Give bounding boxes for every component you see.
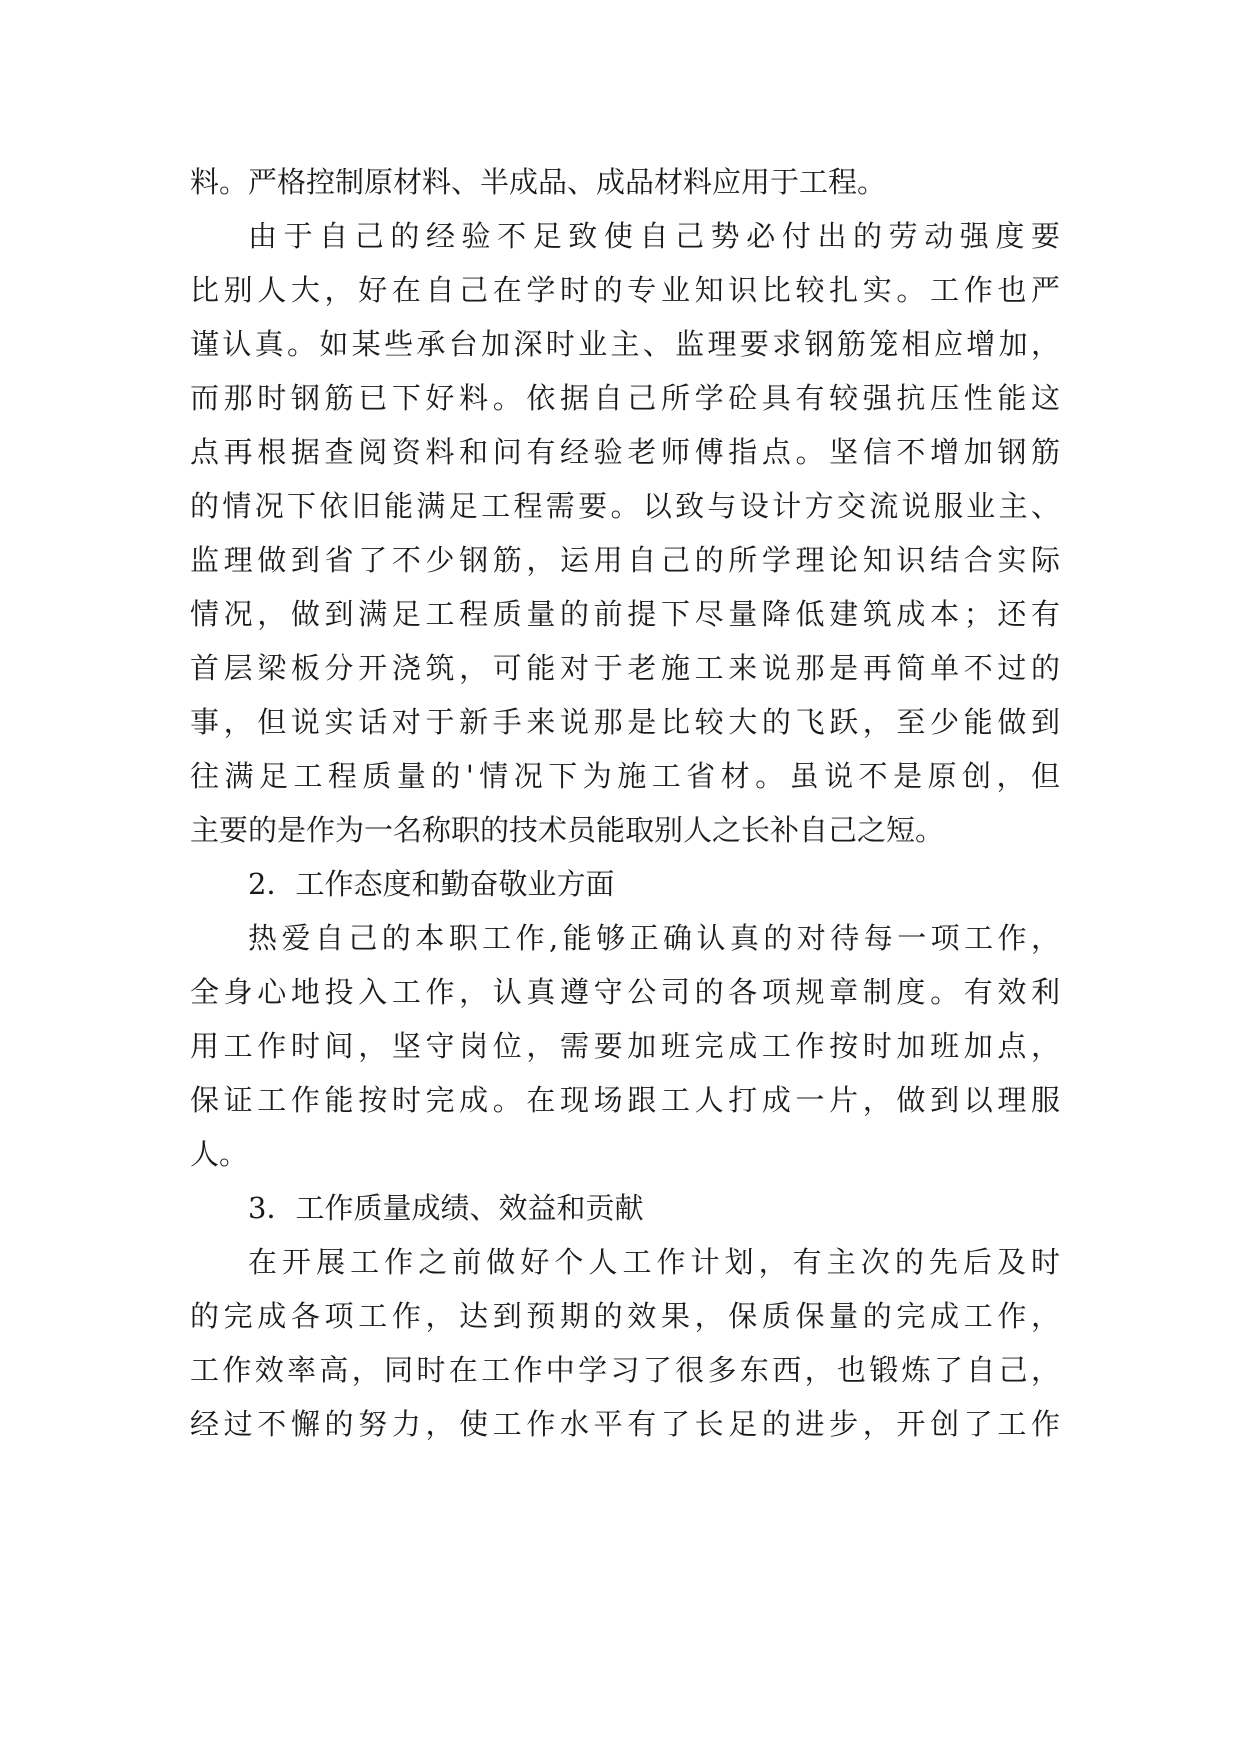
body-text xyxy=(190,155,1060,1451)
paragraph-line: 主要的是作为一名称职的技术员能取别人之长补自己之短。 xyxy=(190,813,945,847)
paragraph-line: 人。 xyxy=(190,1137,249,1171)
paragraph-line: 的情况下依旧能满足工程需要。以致与设计方交流说服业主、 xyxy=(190,489,1060,523)
paragraph-line: 而那时钢筋已下好料。依据自己所学砼具有较强抗压性能这 xyxy=(190,381,1060,415)
paragraph-line: 事，但说实话对于新手来说那是比较大的飞跃，至少能做到 xyxy=(190,705,1060,739)
paragraph-line: 用工作时间，坚守岗位，需要加班完成工作按时加班加点， xyxy=(190,1029,1060,1063)
paragraph-line: 谨认真。如某些承台加深时业主、监理要求钢筋笼相应增加， xyxy=(190,327,1060,361)
paragraph-line: 的完成各项工作，达到预期的效果，保质保量的完成工作， xyxy=(190,1299,1060,1333)
section-heading: 3．工作质量成绩、效益和贡献 xyxy=(248,1191,644,1225)
paragraph-line: 首层梁板分开浇筑，可能对于老施工来说那是再简单不过的 xyxy=(190,651,1060,685)
paragraph-line: 监理做到省了不少钢筋，运用自己的所学理论知识结合实际 xyxy=(190,543,1060,577)
paragraph-line: 比别人大，好在自己在学时的专业知识比较扎实。工作也严 xyxy=(190,273,1060,307)
paragraph-line: 在开展工作之前做好个人工作计划，有主次的先后及时 xyxy=(248,1245,1060,1279)
paragraph-line: 经过不懈的努力，使工作水平有了长足的进步，开创了工作 xyxy=(190,1407,1060,1441)
paragraph-line: 点再根据查阅资料和问有经验老师傅指点。坚信不增加钢筋 xyxy=(190,435,1060,469)
paragraph-line: 料。严格控制原材料、半成品、成品材料应用于工程。 xyxy=(190,165,887,199)
paragraph-line: 往满足工程质量的'情况下为施工省材。虽说不是原创，但 xyxy=(190,759,1060,793)
paragraph-line: 由于自己的经验不足致使自己势必付出的劳动强度要 xyxy=(248,219,1060,253)
paragraph-line: 工作效率高，同时在工作中学习了很多东西，也锻炼了自己， xyxy=(190,1353,1060,1387)
section-heading: 2．工作态度和勤奋敬业方面 xyxy=(248,867,615,901)
paragraph-line: 情况，做到满足工程质量的前提下尽量降低建筑成本；还有 xyxy=(190,597,1060,631)
paragraph-line: 保证工作能按时完成。在现场跟工人打成一片，做到以理服 xyxy=(190,1083,1060,1117)
paragraph-line: 全身心地投入工作，认真遵守公司的各项规章制度。有效利 xyxy=(190,975,1060,1009)
paragraph-line: 热爱自己的本职工作,能够正确认真的对待每一项工作， xyxy=(248,921,1060,955)
